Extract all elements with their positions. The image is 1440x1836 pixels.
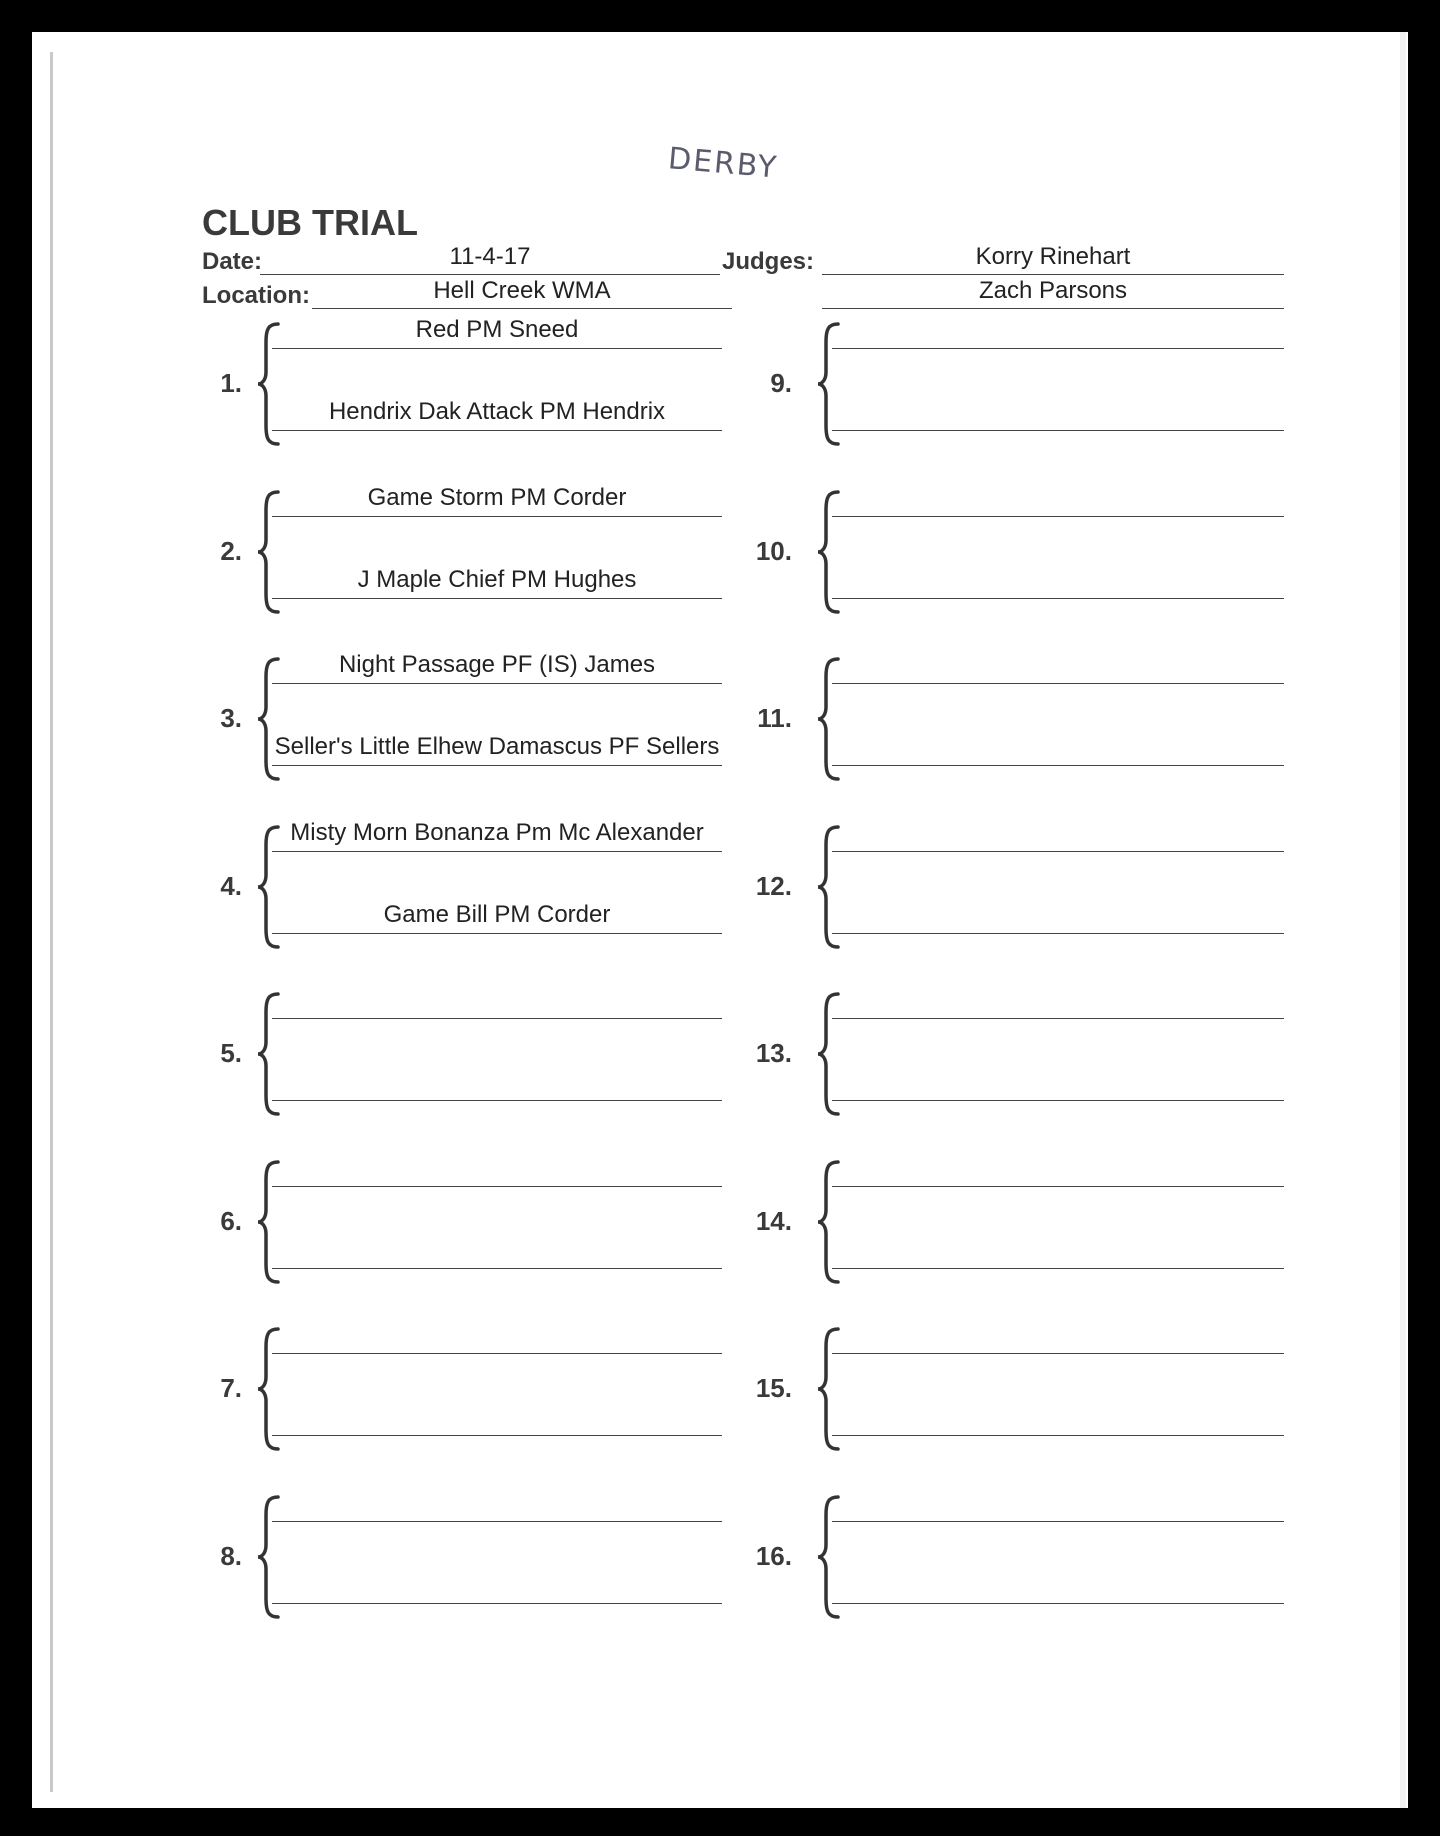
location-label: Location: bbox=[202, 282, 310, 309]
brace-number: 1. bbox=[220, 368, 242, 398]
dog-1-field[interactable]: Night Passage PF (IS) James bbox=[272, 649, 722, 684]
dog-1-field[interactable] bbox=[832, 817, 1284, 852]
brace-number: 2. bbox=[220, 535, 242, 566]
dog-2-field[interactable] bbox=[832, 564, 1284, 599]
dog-2-field[interactable]: Hendrix Dak Attack PM Hendrix bbox=[272, 396, 722, 431]
location-field[interactable]: Hell Creek WMA bbox=[312, 276, 732, 309]
scan-edge bbox=[50, 52, 53, 1792]
brace-number: 14. bbox=[755, 1205, 792, 1236]
brace-number: 10. bbox=[755, 535, 792, 566]
brace-number: 12. bbox=[755, 870, 792, 901]
brace-number: 6. bbox=[220, 1205, 242, 1236]
dog-2-field[interactable]: Seller's Little Elhew Damascus PF Sellers bbox=[272, 731, 722, 766]
dog-2-field[interactable] bbox=[832, 1066, 1284, 1101]
dog-2-field[interactable] bbox=[832, 396, 1284, 431]
dog-2-field[interactable] bbox=[832, 731, 1284, 766]
dog-2-field[interactable] bbox=[832, 1401, 1284, 1436]
brace-number: 5. bbox=[220, 1038, 242, 1068]
brace-number: 11. bbox=[757, 703, 792, 733]
judge-2-field[interactable]: Zach Parsons bbox=[822, 276, 1284, 309]
dog-1-field[interactable] bbox=[272, 1319, 722, 1354]
dog-1-field[interactable] bbox=[832, 314, 1284, 349]
judges-label: Judges: bbox=[722, 248, 815, 275]
dog-1-field[interactable] bbox=[272, 984, 722, 1019]
dog-2-field[interactable] bbox=[832, 899, 1284, 934]
brace-number: 8. bbox=[220, 1540, 242, 1571]
dog-1-field[interactable] bbox=[832, 482, 1284, 517]
brace-number: 13. bbox=[755, 1038, 792, 1068]
dog-1-field[interactable] bbox=[832, 1487, 1284, 1522]
dog-2-field[interactable] bbox=[272, 1401, 722, 1436]
date-label: Date: bbox=[202, 248, 263, 275]
form-title: CLUB TRIAL bbox=[202, 202, 418, 243]
dog-1-field[interactable]: Game Storm PM Corder bbox=[272, 482, 722, 517]
brace-number: 16. bbox=[755, 1540, 792, 1571]
dog-1-field[interactable] bbox=[272, 1152, 722, 1187]
brace-number: 9. bbox=[770, 368, 792, 398]
handwritten-note: DERBY bbox=[666, 141, 780, 186]
brace-number: 7. bbox=[220, 1373, 242, 1403]
dog-1-field[interactable]: Misty Morn Bonanza Pm Mc Alexander bbox=[272, 817, 722, 852]
dog-1-field[interactable] bbox=[832, 1319, 1284, 1354]
brace-number: 4. bbox=[220, 870, 242, 901]
dog-2-field[interactable]: J Maple Chief PM Hughes bbox=[272, 564, 722, 599]
judge-1-field[interactable]: Korry Rinehart bbox=[822, 242, 1284, 275]
brace-number: 3. bbox=[220, 703, 242, 733]
dog-1-field[interactable] bbox=[832, 649, 1284, 684]
dog-2-field[interactable] bbox=[832, 1569, 1284, 1604]
dog-2-field[interactable] bbox=[272, 1066, 722, 1101]
dog-2-field[interactable] bbox=[272, 1569, 722, 1604]
scan-edge-right bbox=[1400, 32, 1406, 1808]
dog-1-field[interactable] bbox=[272, 1487, 722, 1522]
dog-1-field[interactable]: Red PM Sneed bbox=[272, 314, 722, 349]
dog-1-field[interactable] bbox=[832, 984, 1284, 1019]
dog-2-field[interactable] bbox=[272, 1234, 722, 1269]
date-field[interactable]: 11-4-17 bbox=[260, 242, 720, 275]
brace-number: 15. bbox=[755, 1373, 792, 1403]
dog-2-field[interactable]: Game Bill PM Corder bbox=[272, 899, 722, 934]
dog-1-field[interactable] bbox=[832, 1152, 1284, 1187]
form-page bbox=[32, 32, 1408, 1808]
dog-2-field[interactable] bbox=[832, 1234, 1284, 1269]
